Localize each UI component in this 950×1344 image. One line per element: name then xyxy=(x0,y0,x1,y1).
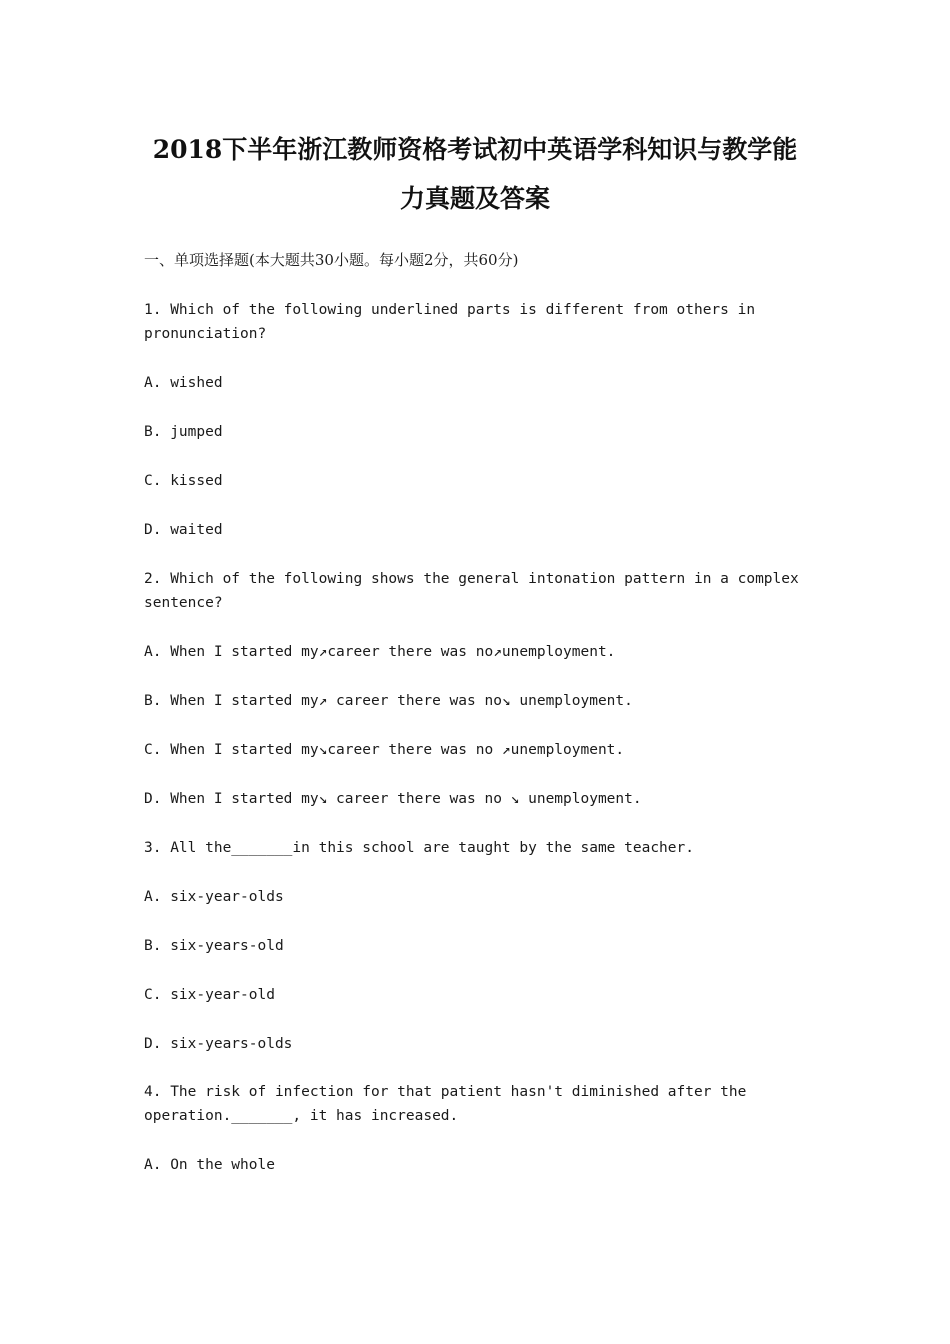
question-1-option-d: D. waited xyxy=(144,522,223,538)
question-3-option-c: C. six-year-old xyxy=(144,987,275,1003)
question-1-option-a: A. wished xyxy=(144,375,223,391)
question-4-stem: 4. The risk of infection for that patient hasn't diminished after the xyxy=(144,1084,747,1100)
question-4-stem-continued: operation._______, it has increased. xyxy=(144,1108,459,1124)
question-3-option-d: D. six-years-olds xyxy=(144,1036,293,1052)
question-1-stem-continued: pronunciation? xyxy=(144,326,267,342)
question-2-option-d: D. When I started my↘ career there was no ↘ unemployment. xyxy=(144,791,642,807)
question-2-stem: 2. Which of the following shows the general intonation pattern in a complex xyxy=(144,571,799,587)
section-heading: 一、单项选择题(本大题共30小题。每小题2分，共60分) xyxy=(144,251,519,269)
document-title-line-1: 2018下半年浙江教师资格考试初中英语学科知识与教学能 xyxy=(152,135,798,164)
question-2-option-c: C. When I started my↘career there was no ↗unemployment. xyxy=(144,742,625,758)
question-1-stem: 1. Which of the following underlined parts is different from others in xyxy=(144,302,756,318)
question-3-stem: 3. All the_______in this school are taught by the same teacher. xyxy=(144,840,694,856)
question-3-option-b: B. six-years-old xyxy=(144,938,284,954)
question-2-option-b: B. When I started my↗ career there was no↘ unemployment. xyxy=(144,693,633,709)
question-2-stem-continued: sentence? xyxy=(144,595,223,611)
question-2-option-a: A. When I started my↗career there was no↗unemployment. xyxy=(144,644,616,660)
document-title-line-2: 力真题及答案 xyxy=(399,184,550,213)
question-1-option-c: C. kissed xyxy=(144,473,223,489)
question-4-option-a: A. On the whole xyxy=(144,1157,275,1173)
question-3-option-a: A. six-year-olds xyxy=(144,889,284,905)
question-1-option-b: B. jumped xyxy=(144,424,223,440)
